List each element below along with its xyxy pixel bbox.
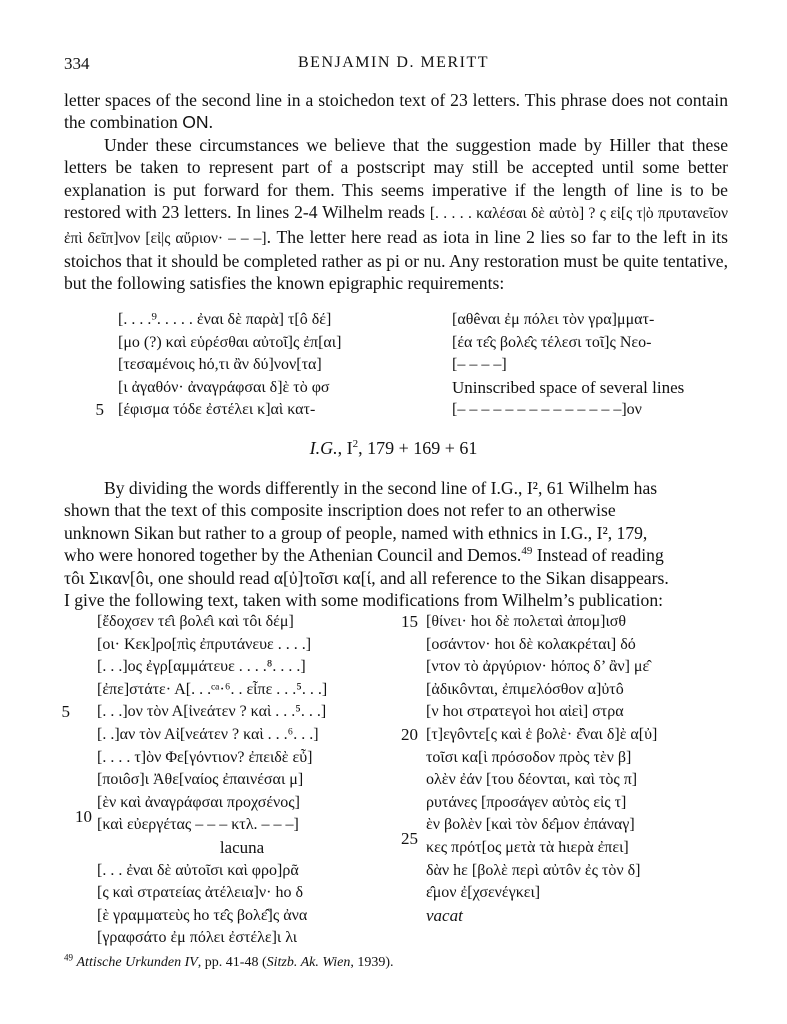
- inscription-line: δὰν hε [βολὲ περὶ αὐτôν ἐς τὸν δ]: [426, 861, 641, 879]
- inscription-line: ὲν βολὲν [καὶ τὸν δε̂μον ἐπάναγ]: [426, 816, 635, 834]
- body-line: unknown Sikan but rather to a group of people, named with ethnics in I.G., I², 179,: [64, 522, 648, 543]
- inscription-line-number-15: 15: [401, 612, 418, 631]
- inscription-line-number-5: 5: [61, 702, 70, 721]
- footnote-ref[interactable]: 49: [521, 545, 533, 558]
- inscription-line: [. . . ἐναι δὲ αὐτοῖσι καὶ φρο]ρᾶ: [97, 861, 299, 879]
- restoration-line-number: 5: [95, 400, 104, 419]
- inscription-line: [ἀδικôνται, ἐπιμελόσθον α]ὐτô: [426, 680, 624, 698]
- footnote-pages: , pp. 41-48 (: [197, 955, 267, 970]
- restoration-right-column: [452, 309, 684, 422]
- inscription-line-number-25: 25: [401, 829, 418, 848]
- inscription-line: [. .]αν τὸν Αἰ[νεάτεν ? καὶ . . .⁶. . .]: [97, 725, 319, 743]
- body-line: shown that the text of this composite inscription does not refer to an otherwise: [64, 500, 616, 521]
- inscription-line: [ὲν καὶ ἀναγράφσαι προχσένος]: [97, 793, 300, 811]
- lacuna-label: lacuna: [219, 837, 265, 857]
- inscription-line: ρυτάνες [προσάγεν αὐτὸς εἰς τ]: [426, 793, 627, 811]
- body-paragraph: [64, 477, 728, 611]
- inscription-right-column: [426, 611, 657, 927]
- restoration-line: [ι ἀγαθόν· ἀναγράφσαι δ]ὲ τὸ φσ: [118, 378, 330, 396]
- restoration-line: [. . . .⁹. . . . . ἐναι δὲ παρὰ] τ[ô δέ]: [118, 311, 332, 328]
- heading-ig: I.G.: [309, 438, 338, 458]
- body-line: I give the following text, taken with some modifications from Wilhelm’s publication:: [64, 590, 664, 611]
- footnote-year: , 1939).: [350, 955, 394, 970]
- inscription-line-number-10: 10: [75, 807, 92, 826]
- intro-text: letter spaces of the second line in a stoichedon text of 23 letters. This phrase does not contain the combination: [64, 90, 728, 133]
- on-letters: ON: [182, 112, 209, 133]
- heading-numbers: , 179 + 169 + 61: [358, 438, 478, 458]
- section-heading: [0, 438, 787, 459]
- page-number: 334: [64, 54, 90, 73]
- restoration-line: [τεσαμένοις hό,τι ἂν δύ]νον[τα]: [118, 356, 322, 374]
- heading-roman: , I: [337, 438, 353, 458]
- inscription-line: [ς καὶ στρατείας ἀτέλεια]ν· hο δ: [97, 884, 303, 902]
- argument-paragraph: [64, 134, 728, 295]
- vacat-label: vacat: [426, 905, 463, 925]
- inscription-line: [ποιôσ]ι Ἀθε[ναίος ἐπαινέσαι μ]: [97, 771, 304, 789]
- intro-text-end: .: [208, 112, 214, 133]
- heading-sup: 2: [352, 438, 359, 450]
- body-line: who were honored together by the Athenian Council and Demos.: [64, 545, 522, 566]
- inscription-line-number-20: 20: [401, 725, 418, 744]
- restoration-line: [– – – – – – – – – – – – – –]ον: [452, 401, 642, 419]
- body-line: By dividing the words differently in the second line of I.G., I², 61 Wilhelm has: [104, 478, 658, 498]
- restoration-line: [μο (?) καὶ εὑρέσθαι αὐτοῖ]ς ἐπ[αι]: [118, 333, 342, 351]
- inscription-line: ε̂μον ἐ[χσενέγκει]: [426, 884, 541, 902]
- inscription-line: [ν hοι στρατεγοὶ hοι αἰεὶ] στρα: [426, 703, 624, 721]
- inscription-line: [γραφσάτο ἐμ πόλει ἐστέλε]ι λι: [97, 929, 298, 947]
- inscription-line: τοῖσι κα[ὶ πρόσοδον πρὸς τὲν β]: [426, 748, 632, 766]
- inscription-line: [θίνει· hοι δὲ πολεταὶ ἀπομ]ισθ: [426, 613, 627, 630]
- inscription-line: [. . . . τ]ὸν Φε[γόντιον? ἐπειδὲ εὖ]: [97, 748, 313, 766]
- footnote: [64, 952, 394, 971]
- greek-reading: [. . . . . καλέσαι δὲ αὐτὸ] ? ς εἰ[ς τ|ὸ πρυτανεῖον ἐπὶ δεῖπ]νον [εἰ|ς αὔριον· – – –]: [64, 205, 729, 247]
- restoration-line: [έα τε̂ς βολε̂ς τέλεσι τοῖ]ς Νεο-: [452, 333, 652, 351]
- inscription-line: [καὶ εὐεργέτας – – – κτλ. – – –]: [97, 816, 299, 834]
- footnote-series: Sitzb. Ak. Wien: [266, 955, 351, 970]
- restoration-line: [αθêναι ἐμ πόλει τὸν γρα]μματ-: [452, 311, 655, 328]
- argument-text: Under these circumstances we believe that the suggestion made by Hiller that these letters be taken to represent part of a postscript may still be accepted until some better explanation is put forward for them. This seems imperative if the length of line is to be restored with 23 letters. In lines 2-4 Wilhelm reads: [64, 135, 728, 223]
- inscription-line: ολὲν ἐάν [του δέονται, καὶ τὸς π]: [426, 771, 638, 789]
- uninscribed-note: Uninscribed space of several lines: [452, 377, 685, 397]
- argument-text-end: . The letter here read as iota in line 2 lies so far to the left in its stoichos that it should be completed rather as pi or nu. Any restoration must be quite tentative, but the following satisfies the known epigraphic requirements:: [64, 226, 729, 294]
- inscription-line: [ἐπε]στάτε· Α[. . .ᶜᵃ·⁶. . εἶπε . . .⁵. . .]: [97, 680, 328, 698]
- footnote-title: Attische Urkunden IV: [76, 955, 198, 970]
- inscription-line: [ὲ γραμματεὺς hο τε̂ς βολε̂]ς ἀνα: [97, 906, 308, 924]
- restoration-line: [– – – –]: [452, 356, 507, 374]
- inscription-line: [. . .]ον τὸν Α[ἰνεάτεν ? καὶ . . .⁵. . .]: [97, 703, 327, 721]
- inscription-line: [ντον τὸ ἀργύριον· hόπος δ’ ἂν] με̂: [426, 658, 650, 676]
- inscription-line: [τ]εγôντε[ς καὶ ἑ βολὲ· ἐ̂ναι δ]ὲ α[ὐ]: [426, 725, 658, 743]
- inscription-left-column: [97, 611, 387, 950]
- footnote-number: 49: [64, 952, 73, 963]
- inscription-line: [οσάντον· hοι δὲ κολακρέται] δό: [426, 635, 636, 653]
- body-line: τôι Σικαν[ôι, one should read α[ὐ]τοῖσι κα[ί, and all reference to the Sikan disappears.: [64, 567, 669, 588]
- restoration-left-column: [118, 309, 341, 422]
- restoration-line: [έφισμα τόδε ἐστέλει κ]αὶ κατ-: [118, 401, 316, 419]
- intro-paragraph: [64, 89, 728, 134]
- inscription-line: [. . .]ος ἐγρ[αμμάτευε . . . .⁸. . . .]: [97, 658, 306, 676]
- inscription-line: κες πρότ[ος μετὰ τὰ hιερὰ ἐπει]: [426, 838, 629, 856]
- inscription-line: [ἔδοχσεν τε̂ι βολε̂ι καὶ τôι δέμ]: [97, 613, 294, 630]
- body-line: Instead of reading: [532, 545, 664, 566]
- running-head: BENJAMIN D. MERITT: [298, 54, 489, 71]
- inscription-line: [οι· Κεκ]ρο[πὶς ἐπρυτάνευε . . . .]: [97, 635, 312, 653]
